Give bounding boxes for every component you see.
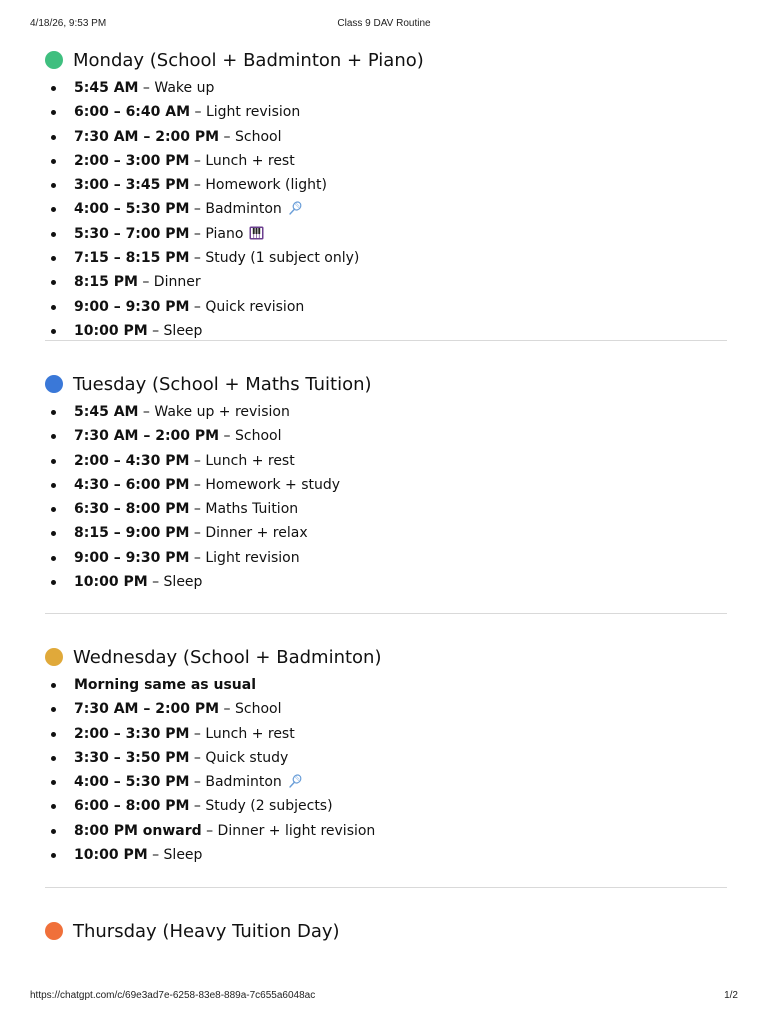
schedule-activity: – Light revision: [189, 549, 300, 566]
schedule-item: [45, 697, 727, 721]
schedule-item: [45, 673, 727, 697]
bullet-icon: [51, 183, 56, 188]
schedule-time: 2:00 – 3:00 PM: [74, 152, 190, 169]
bullet-icon: [51, 556, 56, 561]
day-heading-text: Thursday (Heavy Tuition Day): [73, 920, 340, 942]
print-header: [30, 18, 738, 32]
schedule-activity: – Badminton: [189, 774, 282, 791]
bullet-icon: [51, 829, 56, 834]
bullet-icon: [51, 434, 56, 439]
schedule-item: [45, 319, 727, 343]
bullet-icon: [51, 683, 56, 688]
print-date: 4/18/26, 9:53 PM: [30, 18, 107, 29]
schedule-item: [45, 570, 727, 594]
schedule-time: 6:00 – 6:40 AM: [74, 104, 191, 121]
schedule-item: [45, 722, 727, 746]
schedule-item: [45, 497, 727, 521]
schedule-item: [45, 222, 727, 246]
bullet-icon: [51, 329, 56, 334]
schedule-activity: – Quick study: [189, 749, 289, 766]
schedule-list: [45, 400, 727, 594]
schedule-activity: – School: [219, 701, 282, 718]
schedule-time: 9:00 – 9:30 PM: [74, 549, 190, 566]
schedule-item: [45, 197, 727, 221]
schedule-activity: – Maths Tuition: [189, 501, 299, 518]
day-section-wednesday: [45, 641, 727, 887]
schedule-list: [45, 673, 727, 867]
schedule-time: 6:30 – 8:00 PM: [74, 501, 190, 518]
schedule-item: [45, 794, 727, 818]
schedule-activity: – Quick revision: [189, 298, 305, 315]
bullet-icon: [51, 483, 56, 488]
schedule-item: [45, 521, 727, 545]
bullet-icon: [51, 580, 56, 585]
bullet-icon: [51, 410, 56, 415]
schedule-item: [45, 546, 727, 570]
color-dot-icon: [45, 648, 63, 666]
bullet-icon: [51, 110, 56, 115]
bullet-icon: [51, 86, 56, 91]
schedule-item: [45, 173, 727, 197]
day-heading-text: Monday (School + Badminton + Piano): [73, 49, 424, 71]
schedule-time: 3:30 – 3:50 PM: [74, 749, 190, 766]
schedule-time: 8:15 – 9:00 PM: [74, 525, 190, 542]
schedule-time: 10:00 PM: [74, 322, 148, 339]
schedule-activity: – Dinner: [137, 274, 201, 291]
bullet-icon: [51, 756, 56, 761]
print-url: https://chatgpt.com/c/69e3ad7e-6258-83e8-889a-7c655a6048ac: [30, 990, 316, 1001]
schedule-activity: – School: [219, 428, 282, 445]
schedule-activity: – Lunch + rest: [189, 725, 295, 742]
schedule-time: 3:00 – 3:45 PM: [74, 177, 190, 194]
bullet-icon: [51, 256, 56, 261]
color-dot-icon: [45, 51, 63, 69]
bullet-icon: [51, 280, 56, 285]
piano-keys-icon: [249, 224, 264, 248]
bullet-icon: [51, 305, 56, 310]
schedule-time: 4:00 – 5:30 PM: [74, 774, 190, 791]
day-heading: [45, 641, 727, 673]
schedule-time: 5:30 – 7:00 PM: [74, 225, 190, 242]
bullet-icon: [51, 232, 56, 237]
schedule-item: [45, 100, 727, 124]
schedule-item: [45, 843, 727, 867]
bullet-icon: [51, 732, 56, 737]
day-section-monday: [45, 44, 727, 340]
bullet-icon: [51, 507, 56, 512]
schedule-item: [45, 295, 727, 319]
schedule-activity: – Homework (light): [189, 177, 327, 194]
schedule-item: [45, 149, 727, 173]
bullet-icon: [51, 207, 56, 212]
bullet-icon: [51, 135, 56, 140]
schedule-activity: – School: [219, 128, 282, 145]
day-heading: [45, 44, 727, 76]
bullet-icon: [51, 707, 56, 712]
bullet-icon: [51, 531, 56, 536]
schedule-activity: – Sleep: [147, 322, 203, 339]
schedule-activity: – Wake up + revision: [138, 404, 290, 420]
schedule-time: 10:00 PM: [74, 574, 148, 591]
schedule-activity: – Lunch + rest: [189, 452, 295, 469]
day-heading: [45, 915, 727, 947]
page-content: [45, 44, 727, 947]
color-dot-icon: [45, 375, 63, 393]
day-heading-text: Wednesday (School + Badminton): [73, 646, 382, 668]
section-divider: [45, 613, 727, 614]
schedule-activity: – Study (1 subject only): [189, 250, 360, 267]
schedule-item: [45, 746, 727, 770]
schedule-time: 8:15 PM: [74, 274, 138, 291]
schedule-activity: – Light revision: [190, 104, 301, 121]
schedule-activity: – Dinner + relax: [189, 525, 308, 542]
bullet-icon: [51, 780, 56, 785]
schedule-time: 4:00 – 5:30 PM: [74, 201, 190, 218]
schedule-activity: – Study (2 subjects): [189, 798, 333, 815]
schedule-activity: – Badminton: [189, 201, 282, 218]
schedule-item: [45, 125, 727, 149]
bullet-icon: [51, 853, 56, 858]
schedule-list: [45, 76, 727, 343]
schedule-time: Morning same as usual: [74, 677, 256, 693]
day-heading-text: Tuesday (School + Maths Tuition): [73, 373, 372, 395]
day-section-thursday: [45, 915, 727, 947]
day-heading: [45, 368, 727, 400]
schedule-time: 5:45 AM: [74, 80, 139, 96]
schedule-item: [45, 246, 727, 270]
bullet-icon: [51, 159, 56, 164]
schedule-activity: – Sleep: [147, 847, 203, 864]
schedule-time: 7:15 – 8:15 PM: [74, 250, 190, 267]
print-footer: [30, 990, 738, 1004]
schedule-time: 7:30 AM – 2:00 PM: [74, 701, 220, 718]
schedule-item: [45, 400, 727, 424]
section-divider: [45, 887, 727, 888]
bullet-icon: [51, 804, 56, 809]
color-dot-icon: [45, 922, 63, 940]
schedule-time: 8:00 PM onward: [74, 822, 202, 839]
schedule-activity: – Homework + study: [189, 476, 341, 493]
schedule-time: 7:30 AM – 2:00 PM: [74, 428, 220, 445]
day-section-tuesday: [45, 368, 727, 613]
schedule-time: 5:45 AM: [74, 404, 139, 420]
schedule-time: 6:00 – 8:00 PM: [74, 798, 190, 815]
schedule-item: [45, 424, 727, 448]
page-number: 1/2: [724, 990, 738, 1001]
badminton-racket-icon: [288, 199, 302, 223]
badminton-racket-icon: [288, 772, 302, 796]
bullet-icon: [51, 459, 56, 464]
schedule-activity: – Dinner + light revision: [201, 822, 376, 839]
print-title: Class 9 DAV Routine: [337, 18, 431, 29]
schedule-time: 2:00 – 4:30 PM: [74, 452, 190, 469]
schedule-time: 10:00 PM: [74, 847, 148, 864]
schedule-time: 4:30 – 6:00 PM: [74, 476, 190, 493]
schedule-item: [45, 270, 727, 294]
schedule-item: [45, 76, 727, 100]
schedule-item: [45, 449, 727, 473]
schedule-activity: – Piano: [189, 225, 244, 242]
schedule-item: [45, 473, 727, 497]
schedule-activity: – Sleep: [147, 574, 203, 591]
schedule-time: 2:00 – 3:30 PM: [74, 725, 190, 742]
schedule-item: [45, 819, 727, 843]
schedule-activity: – Wake up: [138, 80, 215, 96]
schedule-item: [45, 770, 727, 794]
schedule-activity: – Lunch + rest: [189, 152, 295, 169]
schedule-time: 7:30 AM – 2:00 PM: [74, 128, 220, 145]
schedule-time: 9:00 – 9:30 PM: [74, 298, 190, 315]
